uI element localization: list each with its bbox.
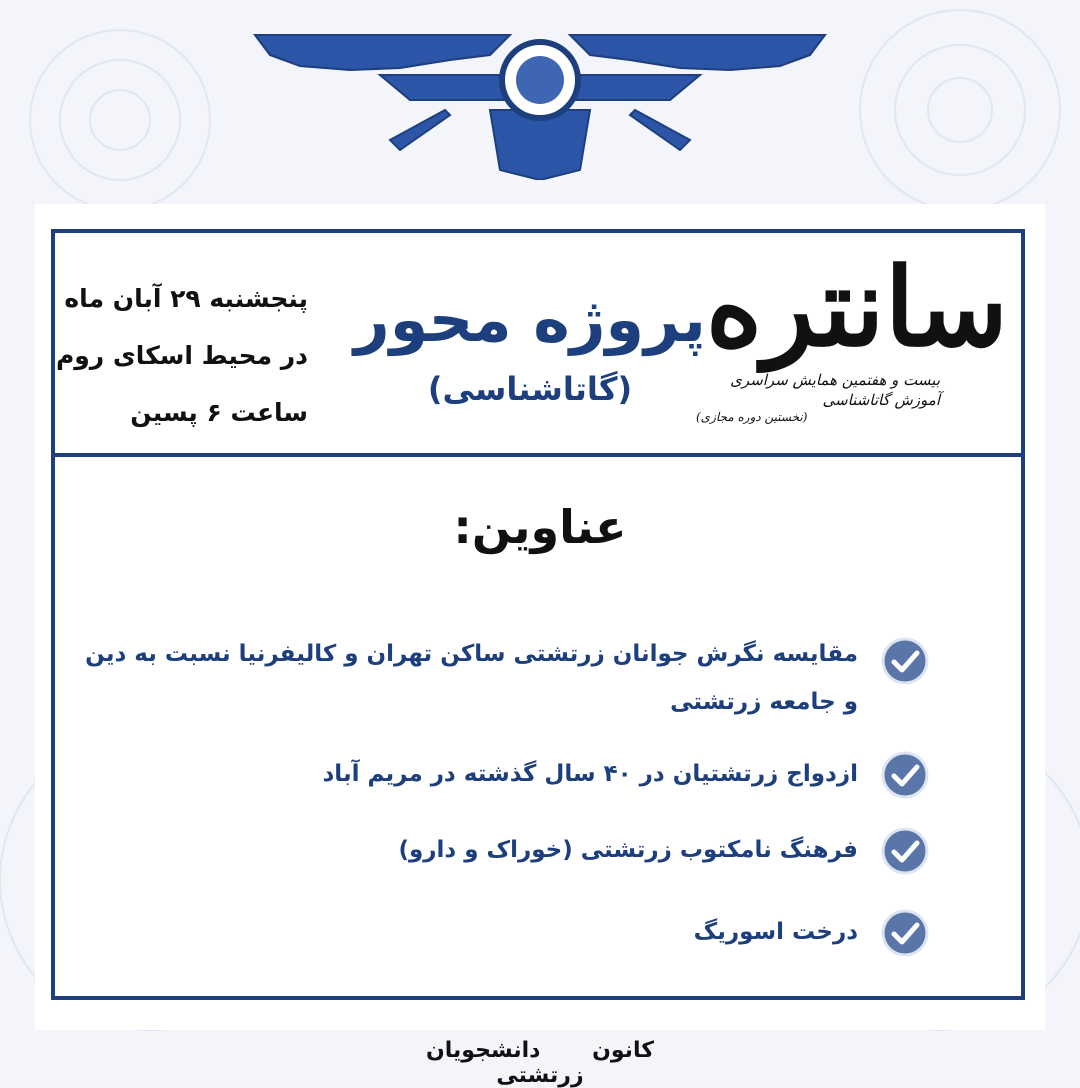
check-circle-icon xyxy=(880,636,930,686)
event-info xyxy=(55,270,308,441)
logo-caption: بیست و هفتمین همایش سراسری آموزش گاتاشناسی xyxy=(730,371,940,409)
event-time: ساعت ۶ پسین xyxy=(130,398,308,427)
check-circle-icon xyxy=(880,750,930,800)
topics-heading: عناوین: xyxy=(453,500,627,554)
footer-org-name xyxy=(340,1038,740,1088)
logo-subcaption: (نخستین دوره مجازی) xyxy=(696,410,808,424)
topic-text: مقایسه نگرش جوانان زرتشتی ساکن تهران و کالیفرنیا نسبت به دین و جامعه زرتشتی xyxy=(85,641,858,715)
footer-word: زرتشتی xyxy=(496,1063,584,1088)
header-divider xyxy=(51,453,1025,457)
project-subtitle: (گاتاشناسی) xyxy=(427,370,633,408)
check-circle-icon xyxy=(880,826,930,876)
logo-name: سانتره xyxy=(705,245,1008,371)
event-place: در محیط اسکای روم xyxy=(55,341,308,370)
sedreh-logo xyxy=(690,240,1020,440)
faravahar-emblem xyxy=(250,30,830,180)
topic-text: فرهنگ نامکتوب زرتشتی (خوراک و دارو) xyxy=(398,837,858,863)
topic-text: درخت اسوریگ xyxy=(693,919,858,945)
event-date: پنجشنبه ۲۹ آبان ماه xyxy=(64,284,308,313)
topic-text: ازدواج زرتشتیان در ۴۰ سال گذشته در مریم آباد xyxy=(322,761,858,787)
footer-word: کانون xyxy=(592,1038,654,1063)
footer-word: دانشجویان xyxy=(426,1038,541,1063)
check-circle-icon xyxy=(880,908,930,958)
project-title: پروژه محور xyxy=(354,283,706,356)
